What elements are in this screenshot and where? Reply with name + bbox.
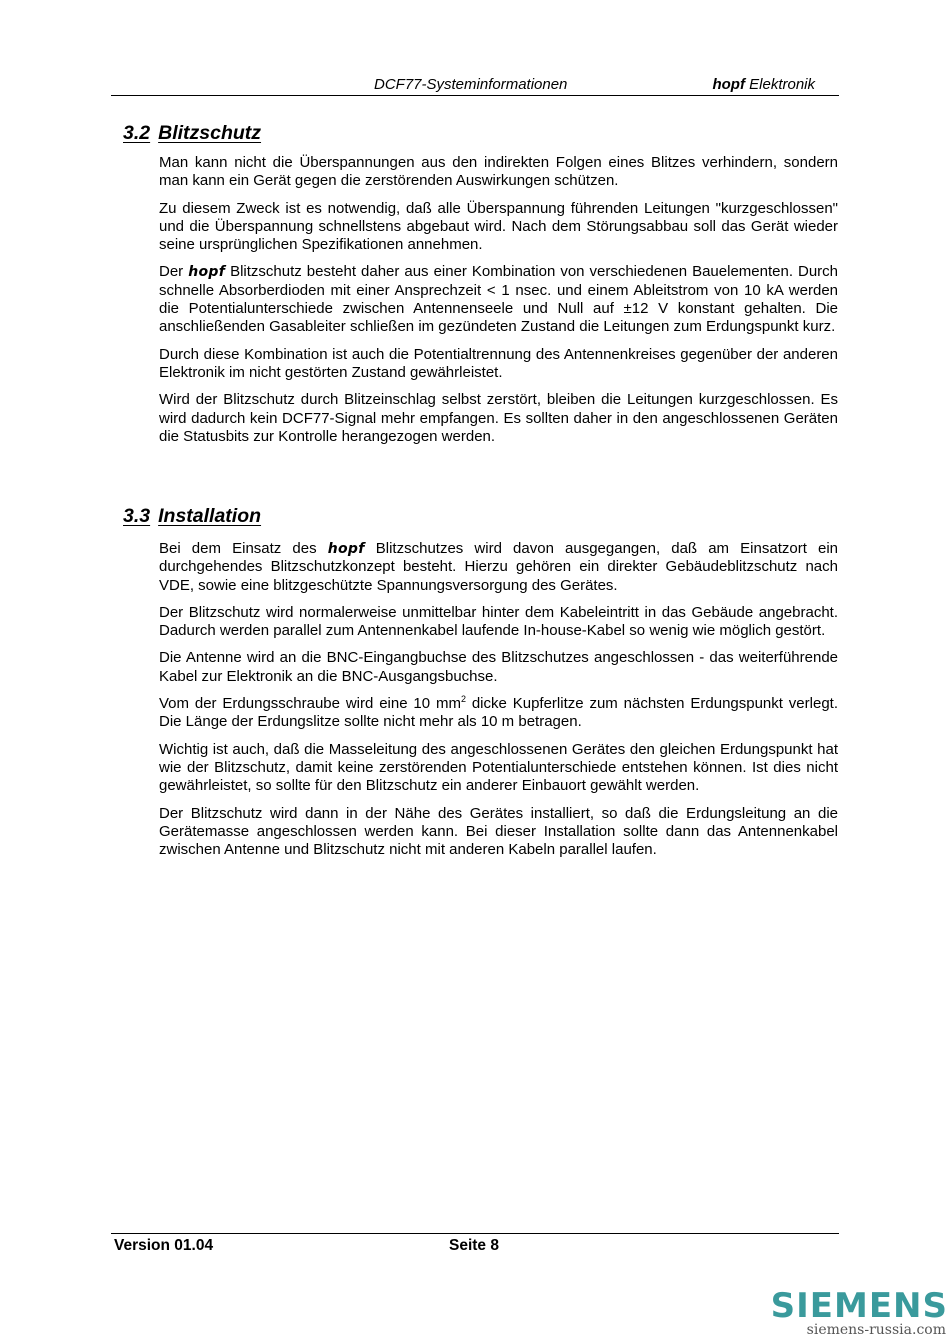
- page-header: [111, 74, 839, 96]
- header-brand: [712, 76, 815, 93]
- paragraph: [159, 263, 838, 336]
- paragraph: Man kann nicht die Überspannungen aus den indirekten Folgen eines Blitzes verhindern, sondern man kann ein Gerät gegen die zerstörenden Auswirkungen schützen.: [159, 154, 838, 190]
- paragraph: Der Blitzschutz wird dann in der Nähe des Gerätes installiert, so daß die Erdungsleitung an die Gerätemasse angeschlossen werden kann. Bei dieser Installation sollte dann das Antennenkabel zwischen Antenne und Blitzschutz nicht mit anderen Kabeln parallel laufen.: [159, 804, 838, 859]
- paragraph: [159, 540, 838, 595]
- paragraph-text: Der: [159, 263, 189, 281]
- header-brand-bold: hopf: [712, 76, 745, 93]
- hopf-logo: hopf: [327, 541, 365, 557]
- paragraph-text: Bei dem Einsatz des: [159, 540, 328, 557]
- paragraph: Durch diese Kombination ist auch die Potentialtrennung des Antennenkreises gegenüber der anderen Elektronik im nicht gestörten Zustand gewährleistet.: [159, 345, 838, 381]
- paragraph: Der Blitzschutz wird normalerweise unmittelbar hinter dem Kabeleintritt in das Gebäude angebracht. Dadurch werden parallel zum Antennenkabel laufende In-house-Kabel so wenig wie möglich gestört.: [159, 603, 838, 640]
- section-heading-installation: [123, 505, 261, 528]
- watermark-url: siemens-russia.com: [806, 1322, 946, 1338]
- hopf-logo: hopf: [188, 264, 226, 281]
- page-footer: [111, 1233, 839, 1254]
- section-title: Installation: [158, 505, 262, 527]
- paragraph-text: Vom der Erdungsschraube wird eine 10 mm: [159, 695, 461, 713]
- paragraph: Wird der Blitzschutz durch Blitzeinschlag selbst zerstört, bleiben die Leitungen kurzgeschlossen. Es wird dadurch kein DCF77-Signal mehr empfangen. Es sollten daher in den angeschlossenen Geräten die Statusbits zur Kontrolle herangezogen werden.: [159, 391, 838, 445]
- section-body-installation: [159, 540, 838, 868]
- paragraph: Wichtig ist auch, daß die Masseleitung des angeschlossenen Gerätes den gleichen Erdungspunkt hat wie der Blitzschutz, damit keine zerstörenden Potentialunterschiede entstehen können. Ist dies nicht gewährleistet, so sollte für den Blitzschutz ein anderer Einbauort gewählt werden.: [159, 740, 838, 795]
- paragraph: Die Antenne wird an die BNC-Eingangbuchse des Blitzschutzes angeschlossen - das weiterführende Kabel zur Elektronik an die BNC-Ausgangsbuchse.: [159, 649, 838, 685]
- paragraph-text: dicke Kupferlitze zum nächsten Erdungspunkt verlegt. Die Länge der Erdungslitze sollte nicht mehr als 10 m betragen.: [159, 695, 838, 731]
- header-document-title: DCF77-Systeminformationen: [374, 76, 568, 93]
- header-brand-rest: Elektronik: [744, 76, 815, 93]
- siemens-watermark-logo: SIEMENS: [770, 1286, 948, 1326]
- paragraph-text: Blitzschutzes wird davon ausgegangen, daß am Einsatzort ein durchgehendes Blitzschutzkonzept besteht. Hierzu gehören ein direkter Gebäudeblitzschutz nach VDE, sowie eine blitzgeschützte Spannungsversorgung des Gerätes.: [159, 540, 839, 594]
- section-heading-blitzschutz: [123, 122, 261, 145]
- paragraph-text: Blitzschutz besteht daher aus einer Kombination von verschiedenen Bauelementen. Durch schnelle Absorberdioden mit einer Ansprechzeit < 1 nsec. und einem Ableitstrom von 10 kA werden die Potentialunterschiede zwischen Antennenseele und Null auf ±12 V konstant gehalten. Die anschließenden Gasableiter schließen im gezündeten Zustand die Leitungen zum Erdungspunkt kurz.: [159, 263, 839, 336]
- footer-version: Version 01.04: [114, 1237, 214, 1254]
- superscript: 2: [460, 694, 466, 705]
- paragraph: Zu diesem Zweck ist es notwendig, daß alle Überspannung führenden Leitungen "kurzgeschlossen" und die Überspannung schnellstens abgebaut wird. Nach dem Störungsabbau soll das Gerät wieder seine ursprünglichen Spezifikationen annehmen.: [159, 199, 838, 254]
- paragraph: [159, 695, 838, 732]
- section-body-blitzschutz: [159, 154, 838, 455]
- section-title: Blitzschutz: [158, 122, 262, 144]
- section-number: 3.2: [123, 122, 151, 144]
- footer-page-number: Seite 8: [449, 1237, 499, 1254]
- section-number: 3.3: [123, 505, 151, 527]
